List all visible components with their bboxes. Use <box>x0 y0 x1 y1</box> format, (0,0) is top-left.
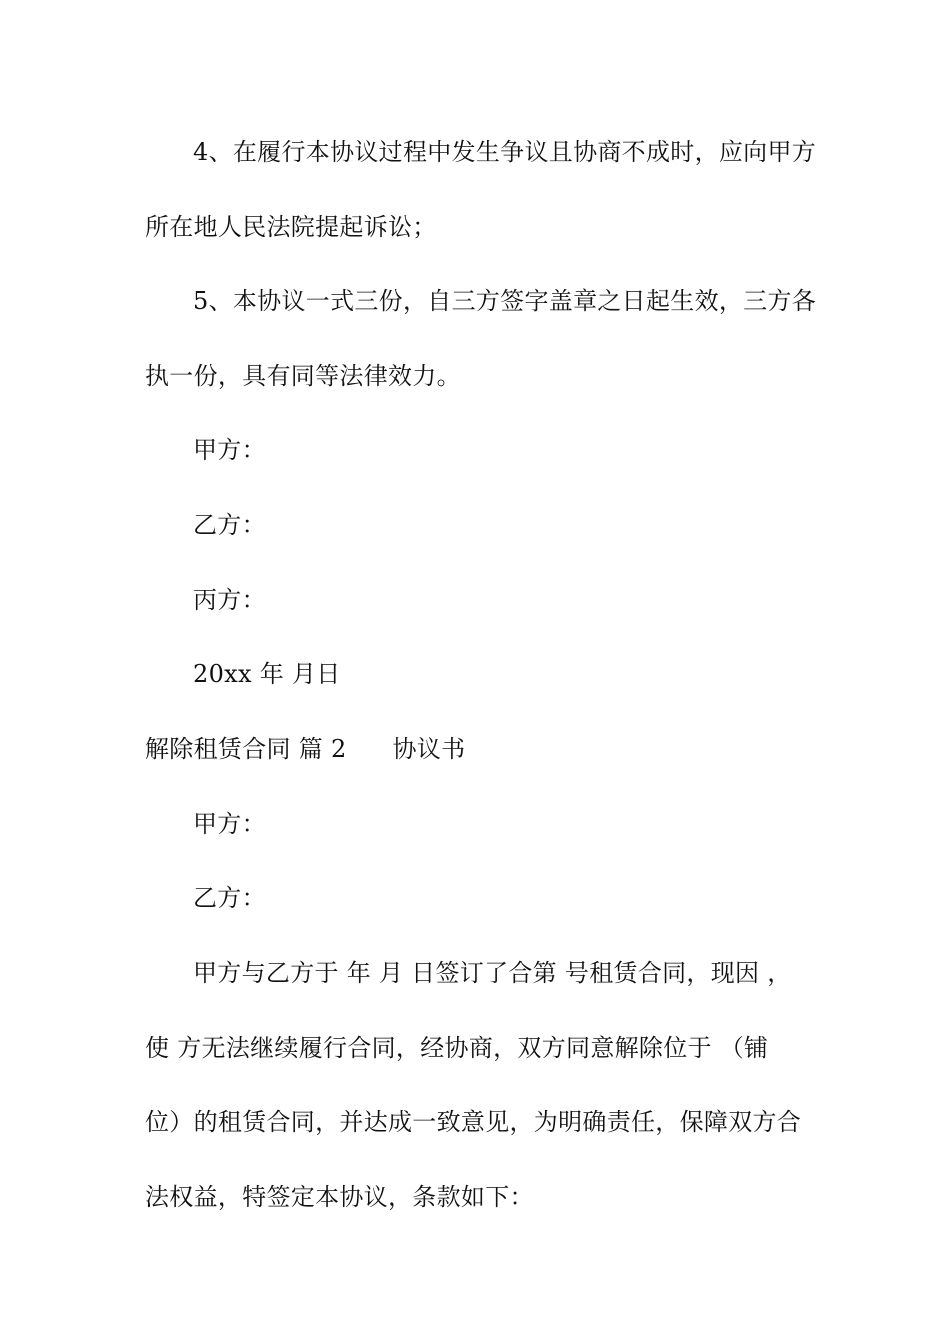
section-2-para-line-3: 位）的租赁合同，并达成一致意见，为明确责任，保障双方合 <box>145 1108 802 1136</box>
section-2-heading: 解除租赁合同 篇 2 <box>145 735 347 763</box>
clause-4-line-1: 4、在履行本协议过程中发生争议且协商不成时，应向甲方 <box>193 138 817 166</box>
signature-party-c: 丙方： <box>193 586 266 614</box>
clause-4-line-2: 所在地人民法院提起诉讼； <box>145 213 437 241</box>
clause-5-line-2: 执一份，具有同等法律效力。 <box>145 362 461 390</box>
section-2-para-line-2: 使 方无法继续履行合同，经协商，双方同意解除位于 （铺 <box>145 1034 769 1062</box>
signature-date: 20xx 年 月日 <box>193 660 341 688</box>
clause-5-line-1: 5、本协议一式三份，自三方签字盖章之日起生效，三方各 <box>193 287 817 315</box>
section-2-para-line-1: 甲方与乙方于 年 月 日签订了合第 号租赁合同，现因 ， <box>193 959 792 987</box>
signature-party-a: 甲方： <box>193 436 266 464</box>
section-2-subtitle: 协议书 <box>392 735 466 763</box>
section-2-para-line-4: 法权益，特签定本协议，条款如下： <box>145 1183 534 1211</box>
section-2-party-b: 乙方： <box>193 884 266 912</box>
section-2-party-a: 甲方： <box>193 810 266 838</box>
signature-party-b: 乙方： <box>193 511 266 539</box>
section-2-heading-row <box>145 734 810 764</box>
